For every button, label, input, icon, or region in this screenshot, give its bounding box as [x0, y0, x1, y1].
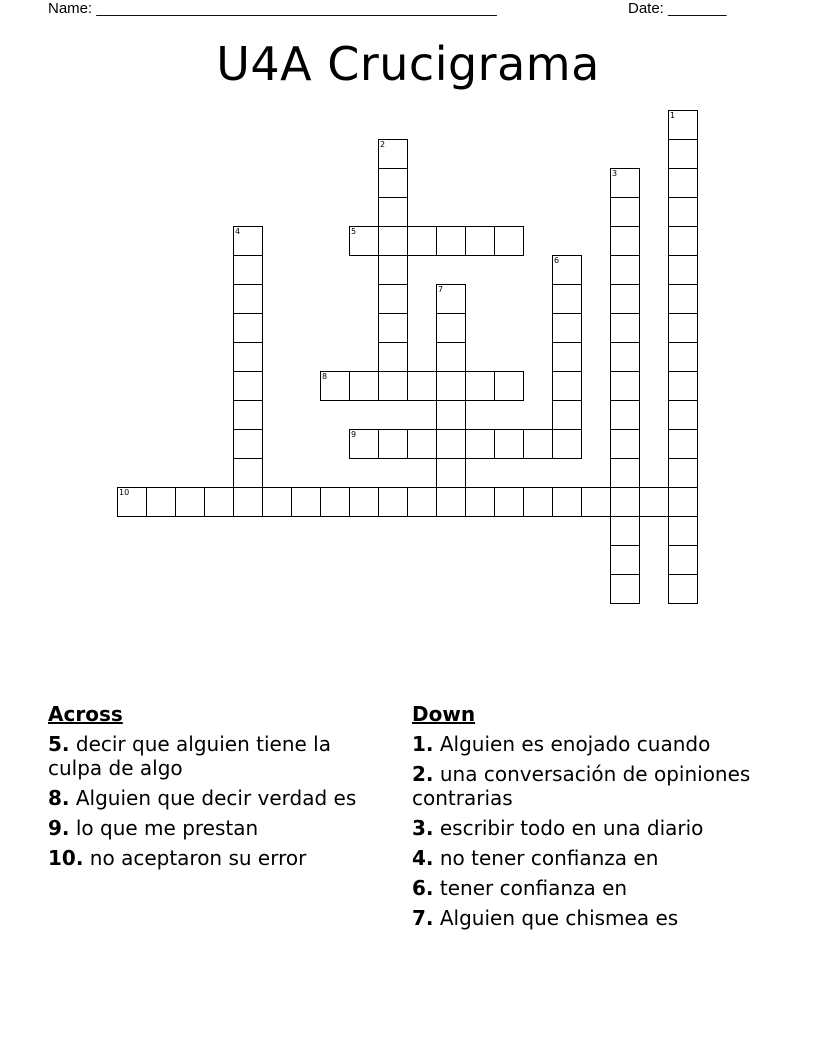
- crossword-cell[interactable]: [436, 226, 466, 256]
- crossword-cell[interactable]: [610, 458, 640, 488]
- page-title: U4A Crucigrama: [216, 37, 600, 91]
- clue-number: 10.: [48, 846, 84, 870]
- crossword-cell[interactable]: [465, 487, 495, 517]
- crossword-cell[interactable]: [291, 487, 321, 517]
- crossword-cell[interactable]: [668, 545, 698, 575]
- cell-number: 7: [438, 285, 444, 294]
- crossword-cell[interactable]: [349, 487, 379, 517]
- crossword-cell[interactable]: [610, 574, 640, 604]
- crossword-cell[interactable]: [610, 429, 640, 459]
- crossword-cell[interactable]: [378, 168, 408, 198]
- cell-number: 5: [351, 227, 357, 236]
- crossword-cell[interactable]: [233, 342, 263, 372]
- across-clues: [48, 702, 378, 876]
- crossword-cell[interactable]: [552, 429, 582, 459]
- clue-number: 1.: [412, 732, 434, 756]
- crossword-cell[interactable]: [407, 226, 437, 256]
- crossword-cell[interactable]: [668, 284, 698, 314]
- crossword-cell[interactable]: [204, 487, 234, 517]
- cell-number: 8: [322, 372, 328, 381]
- crossword-cell[interactable]: [465, 429, 495, 459]
- clue-across-9: [48, 816, 378, 840]
- crossword-cell[interactable]: [668, 255, 698, 285]
- crossword-cell[interactable]: [233, 400, 263, 430]
- crossword-cell[interactable]: [233, 284, 263, 314]
- crossword-cell[interactable]: [552, 487, 582, 517]
- crossword-cell[interactable]: [523, 429, 553, 459]
- crossword-cell[interactable]: [378, 284, 408, 314]
- crossword-cell[interactable]: [610, 342, 640, 372]
- crossword-cell[interactable]: [639, 487, 669, 517]
- down-heading: Down: [412, 702, 476, 726]
- crossword-cell[interactable]: [552, 342, 582, 372]
- crossword-cell[interactable]: [610, 516, 640, 546]
- clue-text: Alguien que decir verdad es: [75, 786, 357, 810]
- clue-text: no tener confianza en: [439, 846, 659, 870]
- clue-number: 8.: [48, 786, 70, 810]
- crossword-cell[interactable]: [494, 371, 524, 401]
- crossword-cell[interactable]: [320, 487, 350, 517]
- clue-text: lo que me prestan: [75, 816, 259, 840]
- crossword-cell[interactable]: [610, 284, 640, 314]
- clue-down-4: [412, 846, 772, 870]
- crossword-cell[interactable]: [668, 342, 698, 372]
- crossword-cell[interactable]: [233, 371, 263, 401]
- clue-down-1: [412, 732, 772, 756]
- crossword-cell[interactable]: [436, 371, 466, 401]
- crossword-cell[interactable]: [465, 371, 495, 401]
- clue-across-10: [48, 846, 378, 870]
- clue-number: 7.: [412, 906, 434, 930]
- clue-text: tener confianza en: [439, 876, 628, 900]
- crossword-cell[interactable]: [378, 429, 408, 459]
- cell-number: 10: [119, 488, 130, 497]
- cell-number: 4: [235, 227, 241, 236]
- crossword-cell[interactable]: [349, 429, 379, 459]
- crossword-cell[interactable]: [581, 487, 611, 517]
- clue-text: no aceptaron su error: [89, 846, 307, 870]
- crossword-cell[interactable]: [436, 458, 466, 488]
- crossword-cell[interactable]: [552, 255, 582, 285]
- crossword-cell[interactable]: [146, 487, 176, 517]
- crossword-cell[interactable]: [378, 313, 408, 343]
- crossword-cell[interactable]: [378, 342, 408, 372]
- cell-number: 2: [380, 140, 386, 149]
- clue-across-5: [48, 732, 378, 780]
- cell-number: 3: [612, 169, 618, 178]
- crossword-cell[interactable]: [233, 487, 263, 517]
- crossword-cell[interactable]: [668, 429, 698, 459]
- crossword-cell[interactable]: [233, 458, 263, 488]
- crossword-cell[interactable]: [465, 226, 495, 256]
- clue-text: una conversación de opiniones contrarias: [412, 762, 751, 810]
- crossword-cell[interactable]: [175, 487, 205, 517]
- clue-across-8: [48, 786, 378, 810]
- crossword-cell[interactable]: [552, 284, 582, 314]
- clue-number: 4.: [412, 846, 434, 870]
- crossword-cell[interactable]: [523, 487, 553, 517]
- clue-down-3: [412, 816, 772, 840]
- across-heading: Across: [48, 702, 123, 726]
- crossword-cell[interactable]: [610, 487, 640, 517]
- clue-text: Alguien que chismea es: [439, 906, 679, 930]
- crossword-cell[interactable]: [407, 487, 437, 517]
- crossword-cell[interactable]: [610, 313, 640, 343]
- crossword-cell[interactable]: [378, 197, 408, 227]
- crossword-cell[interactable]: [349, 226, 379, 256]
- cell-number: 1: [670, 111, 676, 120]
- clue-text: decir que alguien tiene la culpa de algo: [48, 732, 331, 780]
- clue-number: 2.: [412, 762, 434, 786]
- crossword-cell[interactable]: [233, 313, 263, 343]
- crossword-cell[interactable]: [378, 139, 408, 169]
- crossword-cell[interactable]: [233, 255, 263, 285]
- cell-number: 9: [351, 430, 357, 439]
- clue-text: escribir todo en una diario: [439, 816, 704, 840]
- clue-number: 9.: [48, 816, 70, 840]
- crossword-cell[interactable]: [407, 371, 437, 401]
- crossword-cell[interactable]: [233, 429, 263, 459]
- crossword-cell[interactable]: [610, 168, 640, 198]
- crossword-cell[interactable]: [552, 371, 582, 401]
- crossword-cell[interactable]: [610, 545, 640, 575]
- crossword-cell[interactable]: [378, 255, 408, 285]
- clue-down-6: [412, 876, 772, 900]
- crossword-cell[interactable]: [407, 429, 437, 459]
- crossword-cell[interactable]: [668, 574, 698, 604]
- date-field-label: Date: _______: [628, 0, 727, 17]
- crossword-cell[interactable]: [610, 400, 640, 430]
- crossword-cell[interactable]: [436, 487, 466, 517]
- crossword-cell[interactable]: [436, 284, 466, 314]
- crossword-cell[interactable]: [494, 487, 524, 517]
- crossword-cell[interactable]: [552, 400, 582, 430]
- clue-number: 5.: [48, 732, 70, 756]
- crossword-cell[interactable]: [668, 313, 698, 343]
- crossword-cell[interactable]: [436, 313, 466, 343]
- crossword-cell[interactable]: [378, 226, 408, 256]
- clue-number: 6.: [412, 876, 434, 900]
- crossword-cell[interactable]: [378, 371, 408, 401]
- crossword-cell[interactable]: [117, 487, 147, 517]
- crossword-cell[interactable]: [494, 226, 524, 256]
- crossword-cell[interactable]: [668, 226, 698, 256]
- crossword-cell[interactable]: [610, 371, 640, 401]
- crossword-cell[interactable]: [233, 226, 263, 256]
- crossword-cell[interactable]: [610, 197, 640, 227]
- crossword-cell[interactable]: [436, 342, 466, 372]
- crossword-cell[interactable]: [668, 400, 698, 430]
- crossword-cell[interactable]: [668, 168, 698, 198]
- crossword-cell[interactable]: [668, 371, 698, 401]
- clue-number: 3.: [412, 816, 434, 840]
- crossword-cell[interactable]: [552, 313, 582, 343]
- clue-text: Alguien es enojado cuando: [439, 732, 711, 756]
- crossword-cell[interactable]: [436, 400, 466, 430]
- crossword-cell[interactable]: [610, 226, 640, 256]
- clue-down-7: [412, 906, 772, 930]
- crossword-cell[interactable]: [436, 429, 466, 459]
- crossword-cell[interactable]: [668, 110, 698, 140]
- crossword-cell[interactable]: [668, 516, 698, 546]
- crossword-cell[interactable]: [320, 371, 350, 401]
- crossword-cell[interactable]: [668, 139, 698, 169]
- crossword-cell[interactable]: [378, 487, 408, 517]
- crossword-cell[interactable]: [668, 197, 698, 227]
- crossword-cell[interactable]: [668, 487, 698, 517]
- cell-number: 6: [554, 256, 560, 265]
- crossword-cell[interactable]: [668, 458, 698, 488]
- clue-down-2: [412, 762, 772, 810]
- crossword-cell[interactable]: [494, 429, 524, 459]
- crossword-cell[interactable]: [610, 255, 640, 285]
- name-field-label: Name: ________________________________________________: [48, 0, 497, 17]
- down-clues: [412, 702, 772, 936]
- crossword-cell[interactable]: [349, 371, 379, 401]
- crossword-cell[interactable]: [262, 487, 292, 517]
